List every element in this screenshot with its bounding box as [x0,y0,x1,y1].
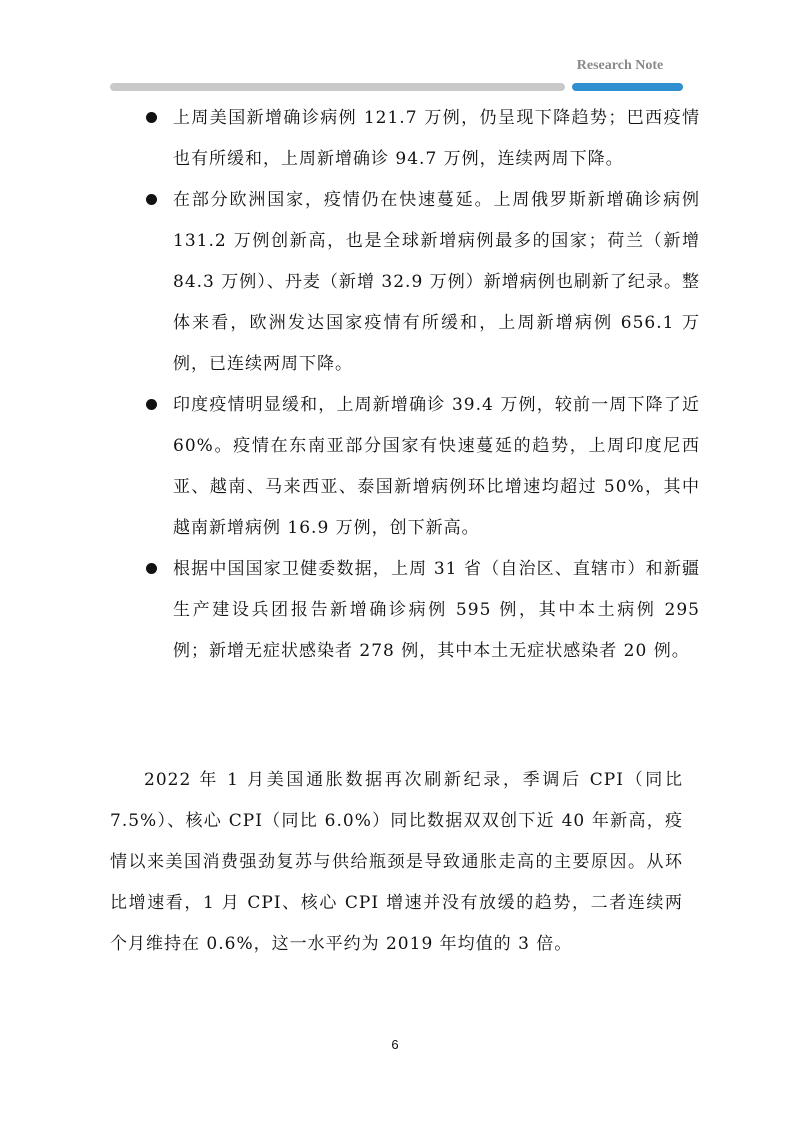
bullet-dot-icon [146,563,157,574]
bullet-text: 根据中国国家卫健委数据，上周 31 省（自治区、直辖市）和新疆生产建设兵团报告新增确诊病例 595 例，其中本土病例 295 例；新增无症状感染者 278 例，其中本土无症状感染者 20 例。 [173,559,700,661]
bullet-dot-icon [146,399,157,410]
bullet-item [140,98,700,180]
bullet-list [140,98,700,672]
page-number: 6 [391,1037,399,1052]
bullet-dot-icon [146,112,157,123]
bullet-item [140,549,700,672]
bullet-dot-icon [146,194,157,205]
header-rule-gray [110,83,565,91]
bullet-item [140,385,700,549]
bullet-text: 在部分欧洲国家，疫情仍在快速蔓延。上周俄罗斯新增确诊病例 131.2 万例创新高，也是全球新增病例最多的国家；荷兰（新增 84.3 万例）、丹麦（新增 32.9 万例）新增病例也刷新了纪录。整体来看，欧洲发达国家疫情有所缓和，上周新增病例 656.1 万例，已连续两周下降。 [173,190,700,374]
body-paragraph: 2022 年 1 月美国通胀数据再次刷新纪录，季调后 CPI（同比 7.5%）、核心 CPI（同比 6.0%）同比数据双双创下近 40 年新高，疫情以来美国消费强劲复苏与供给瓶颈是导致通胀走高的主要原因。从环比增速看，1 月 CPI、核心 CPI 增速并没有放缓的趋势，二者连续两个月维持在 0.6%，这一水平约为 2019 年均值的 3 倍。 [110,770,683,954]
header-label: Research Note [576,58,664,73]
bullet-text: 印度疫情明显缓和，上周新增确诊 39.4 万例，较前一周下降了近 60%。疫情在东南亚部分国家有快速蔓延的趋势，上周印度尼西亚、越南、马来西亚、泰国新增病例环比增速均超过 50%，其中越南新增病例 16.9 万例，创下新高。 [173,395,700,538]
bullet-item [140,180,700,385]
header-rule-blue [572,83,683,91]
bullet-text: 上周美国新增确诊病例 121.7 万例，仍呈现下降趋势；巴西疫情也有所缓和，上周新增确诊 94.7 万例，连续两周下降。 [173,108,700,169]
